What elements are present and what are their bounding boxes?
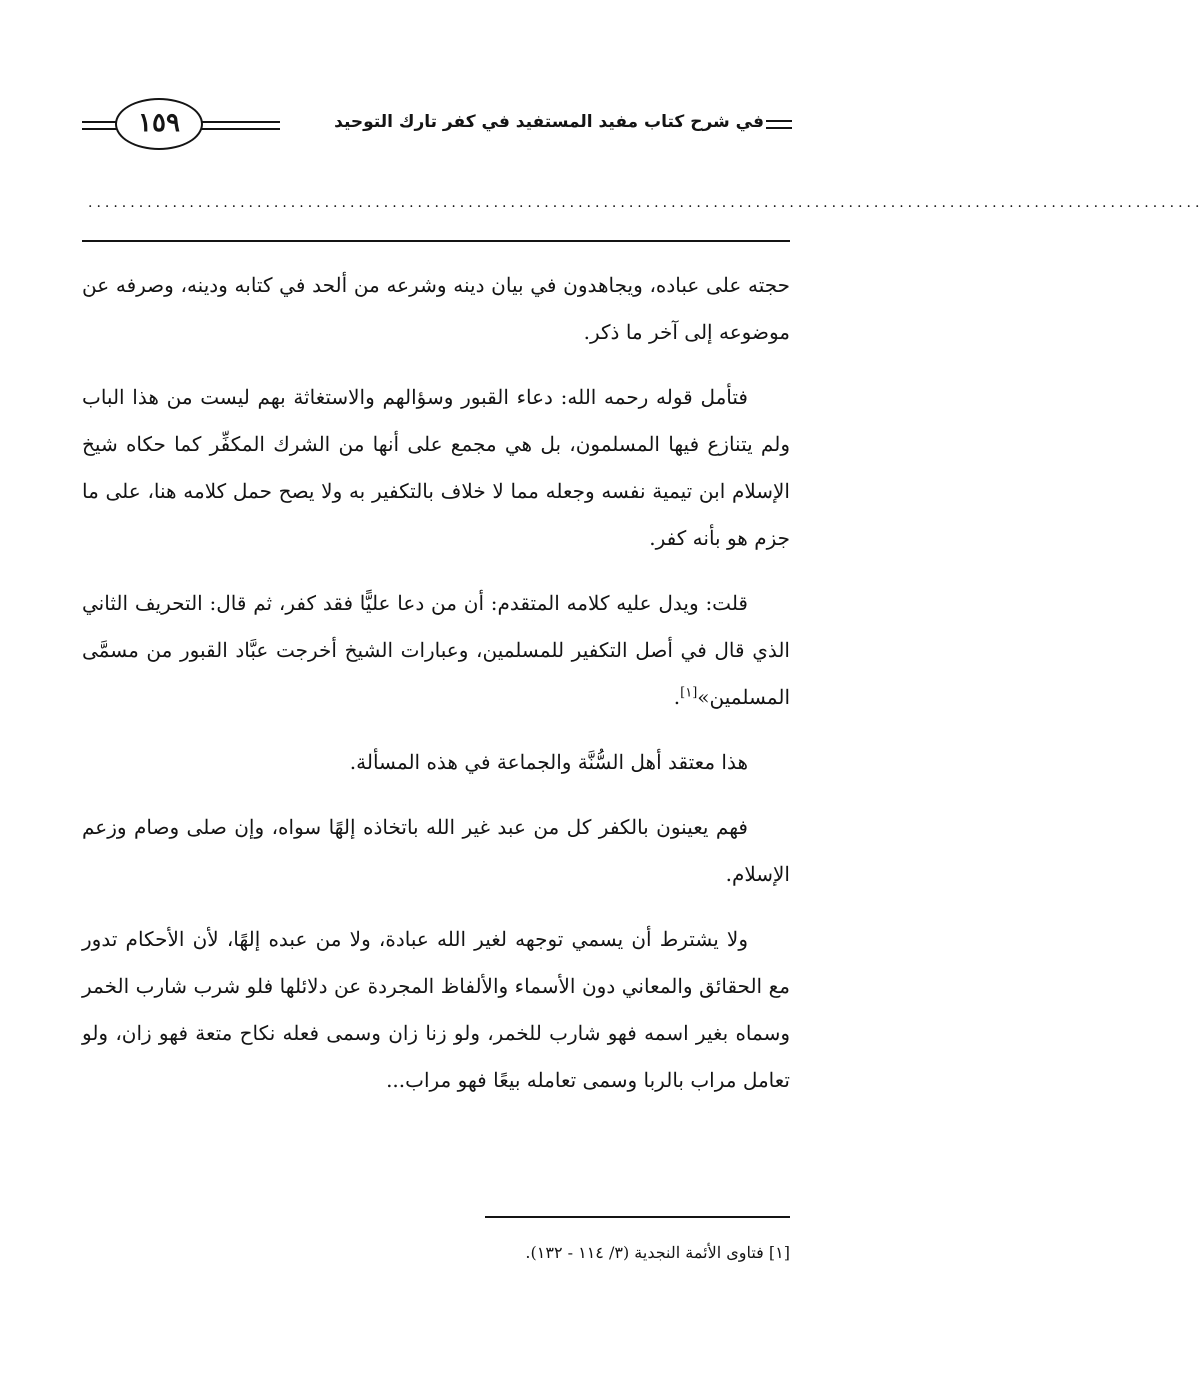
- body-text: [82, 262, 790, 1104]
- paragraph-3-end: .: [673, 685, 681, 709]
- title-ornament: [766, 120, 792, 129]
- paragraph-3: [82, 580, 790, 721]
- paragraph-6: ولا يشترط أن يسمي توجهه لغير الله عبادة، ولا من عبده إلهًا، لأن الأحكام تدور مع الحقائق والمعاني دون الأسماء والألفاظ المجردة عن دلائلها فلو شرب شارب الخمر وسماه بغير اسمه فهو شارب للخمر، ولو زنا زان وسمى فعله نكاح متعة فهو زان، ولو تعامل مراب بالربا وسمى تعامله بيعًا فهو مراب...: [82, 927, 790, 1092]
- paragraph-4: هذا معتقد أهل السُّنَّة والجماعة في هذه المسألة.: [349, 750, 748, 774]
- footnote-reference[interactable]: [١]: [680, 685, 698, 701]
- paragraph-3-text: قلت: ويدل عليه كلامه المتقدم: أن من دعا عليًّا فقد كفر، ثم قال: التحريف الثاني الذي قال في أصل التكفير للمسلمين، وعبارات الشيخ أخرجت عبَّاد القبور من مسمَّى المسلمين»: [82, 591, 790, 709]
- paragraph-2: فتأمل قوله رحمه الله: دعاء القبور وسؤالهم والاستغاثة بهم ليست من هذا الباب ولم يتنازع فيها المسلمون، بل هي مجمع على أنها من الشرك المكفِّر كما حكاه شيخ الإسلام ابن تيمية نفسه وجعله مما لا خلاف بالتكفير به ولا يصح حمل كلامه هنا، على ما جزم هو بأنه كفر.: [82, 385, 790, 550]
- dotted-separator: ....................................................................................................................................: [88, 195, 1203, 211]
- page-number: ١٥٩: [115, 98, 203, 150]
- footnote-rule: [485, 1216, 790, 1218]
- paragraph-1: حجته على عباده، ويجاهدون في بيان دينه وشرعه من ألحد في كتابه ودينه، وصرفه عن موضوعه إلى آخر ما ذكر.: [82, 273, 791, 344]
- running-title: في شرح كتاب مفيد المستفيد في كفر تارك التوحيد: [334, 112, 764, 132]
- paragraph-5: فهم يعينون بالكفر كل من عبد غير الله باتخاذه إلهًا سواه، وإن صلى وصام وزعم الإسلام.: [82, 815, 790, 886]
- top-rule: [82, 240, 790, 242]
- footnote: [١] فتاوى الأئمة النجدية (٣/ ١١٤ - ١٣٢).: [525, 1243, 790, 1262]
- page-header: [82, 92, 792, 156]
- header-rule-right: [200, 121, 280, 130]
